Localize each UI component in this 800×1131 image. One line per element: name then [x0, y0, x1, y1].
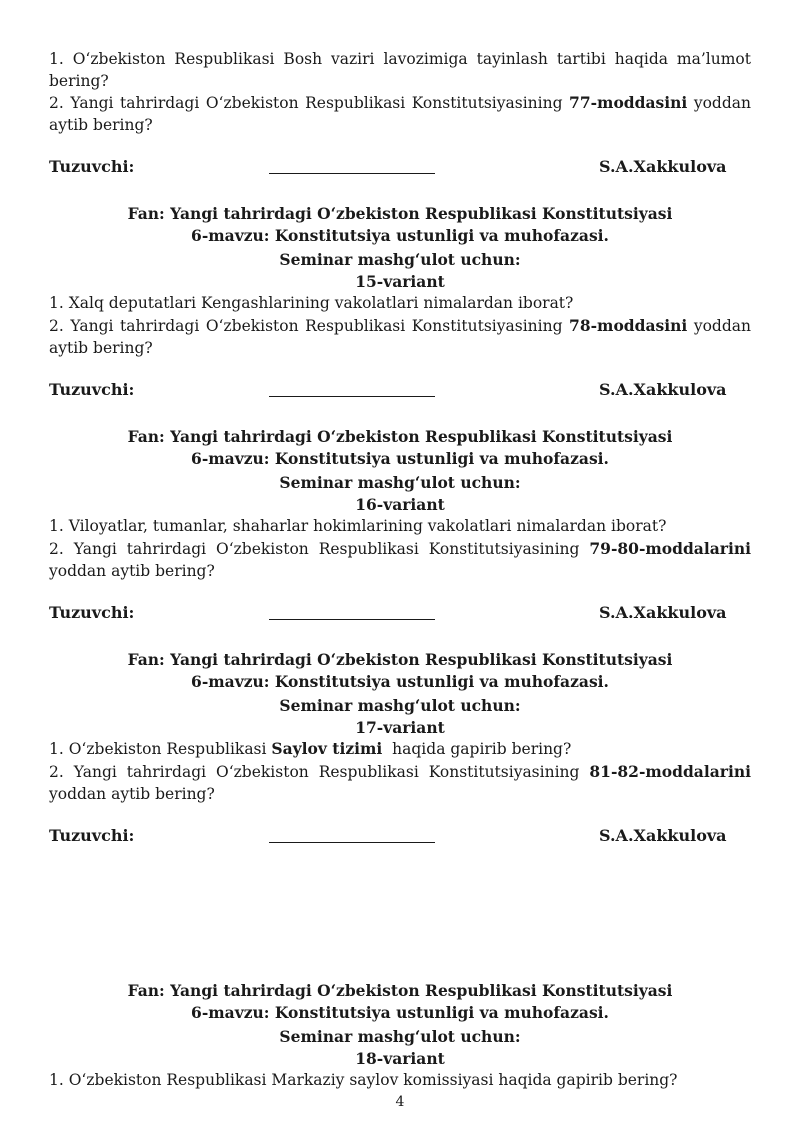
article-reference: 79-80-moddalarini	[589, 539, 751, 558]
question-2	[49, 538, 751, 582]
seminar-title: Seminar mashg‘ulot uchun:	[279, 473, 521, 492]
variant-title: 15-variant	[355, 272, 445, 291]
question-1	[49, 1069, 751, 1091]
article-reference: 77-moddasini	[569, 93, 688, 112]
question-text: yoddan aytib bering?	[49, 317, 751, 357]
signature-blank	[269, 842, 435, 843]
question-text: 2. Yangi tahrirdagi O‘zbekiston Respublikasi Konstitutsiyasining	[49, 540, 590, 558]
question-1	[49, 738, 751, 760]
signature-line	[49, 826, 751, 848]
subject-title: Fan: Yangi tahrirdagi O‘zbekiston Respublikasi Konstitutsiyasi	[127, 650, 673, 669]
question-text: yoddan aytib bering?	[49, 94, 751, 134]
article-reference: 81-82-moddalarini	[589, 762, 751, 781]
question-text: 2. Yangi tahrirdagi O‘zbekiston Respublikasi Konstitutsiyasining	[49, 94, 570, 112]
question-text: haqida gapirib bering?	[382, 740, 572, 758]
seminar-title: Seminar mashg‘ulot uchun:	[279, 1027, 521, 1046]
question-text: 1. Xalq deputatlari Kengashlarining vakolatlari nimalardan iborat?	[49, 294, 574, 312]
topic-title: 6-mavzu: Konstitutsiya ustunligi va muhofazasi.	[191, 1003, 609, 1022]
question-text: yoddan aytib bering?	[49, 785, 215, 803]
subject-title: Fan: Yangi tahrirdagi O‘zbekiston Respublikasi Konstitutsiyasi	[127, 981, 673, 1000]
variant-title: 18-variant	[355, 1049, 445, 1068]
question-1	[49, 515, 751, 537]
question-1	[49, 48, 751, 92]
subject-title: Fan: Yangi tahrirdagi O‘zbekiston Respublikasi Konstitutsiyasi	[127, 204, 673, 223]
compiler-name: S.A.Xakkulova	[599, 157, 727, 176]
question-text: 1. O‘zbekiston Respublikasi	[49, 740, 272, 758]
signature-line	[49, 603, 751, 625]
variant-title: 16-variant	[355, 495, 445, 514]
seminar-title: Seminar mashg‘ulot uchun:	[279, 250, 521, 269]
question-1	[49, 292, 751, 314]
question-text: 2. Yangi tahrirdagi O‘zbekiston Respublikasi Konstitutsiyasining	[49, 317, 570, 335]
signature-blank	[269, 396, 435, 397]
topic-title: 6-mavzu: Konstitutsiya ustunligi va muhofazasi.	[191, 672, 609, 691]
seminar-title: Seminar mashg‘ulot uchun:	[279, 696, 521, 715]
topic-title: 6-mavzu: Konstitutsiya ustunligi va muhofazasi.	[191, 449, 609, 468]
signature-line	[49, 380, 751, 402]
question-text: 1. O‘zbekiston Respublikasi Bosh vaziri lavozimiga tayinlash tartibi haqida ma’lumot bering?	[49, 50, 751, 90]
question-2	[49, 315, 751, 359]
page-number: 4	[395, 1094, 405, 1110]
question-2	[49, 761, 751, 805]
compiler-label: Tuzuvchi:	[49, 826, 135, 845]
highlighted-term: Saylov tizimi	[271, 739, 383, 758]
question-text: yoddan aytib bering?	[49, 562, 215, 580]
signature-blank	[269, 173, 435, 174]
signature-line	[49, 157, 751, 179]
question-2	[49, 92, 751, 136]
compiler-name: S.A.Xakkulova	[599, 380, 727, 399]
variant-header	[0, 426, 800, 516]
compiler-label: Tuzuvchi:	[49, 157, 135, 176]
subject-title: Fan: Yangi tahrirdagi O‘zbekiston Respublikasi Konstitutsiyasi	[127, 427, 673, 446]
question-text: 1. O‘zbekiston Respublikasi Markaziy saylov komissiyasi haqida gapirib bering?	[49, 1071, 678, 1089]
question-text: 2. Yangi tahrirdagi O‘zbekiston Respublikasi Konstitutsiyasining	[49, 763, 590, 781]
compiler-name: S.A.Xakkulova	[599, 826, 727, 845]
compiler-label: Tuzuvchi:	[49, 380, 135, 399]
topic-title: 6-mavzu: Konstitutsiya ustunligi va muhofazasi.	[191, 226, 609, 245]
question-text: 1. Viloyatlar, tumanlar, shaharlar hokimlarining vakolatlari nimalardan iborat?	[49, 517, 667, 535]
compiler-name: S.A.Xakkulova	[599, 603, 727, 622]
variant-header	[0, 649, 800, 739]
compiler-label: Tuzuvchi:	[49, 603, 135, 622]
signature-blank	[269, 619, 435, 620]
variant-title: 17-variant	[355, 718, 445, 737]
variant-header	[0, 203, 800, 293]
variant-header	[0, 980, 800, 1070]
article-reference: 78-moddasini	[569, 316, 688, 335]
